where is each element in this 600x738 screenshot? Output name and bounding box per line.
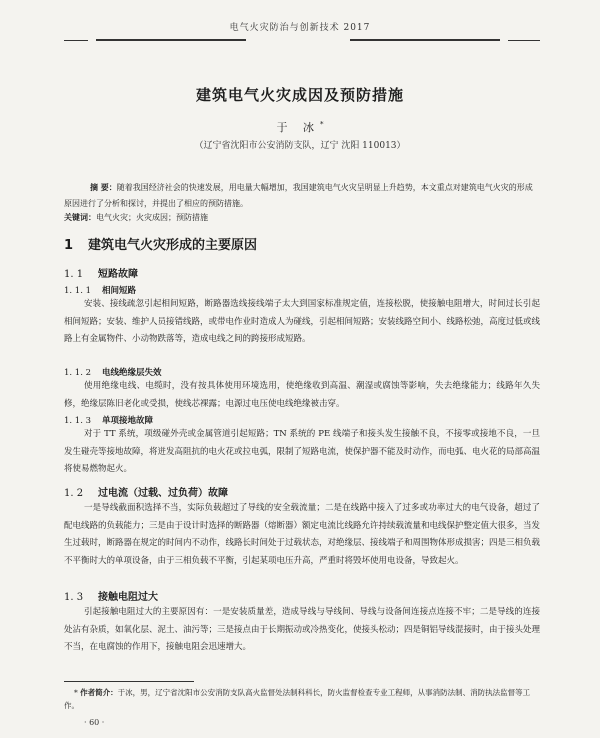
header-rule-left xyxy=(64,40,88,41)
keywords-label: 关键词： xyxy=(64,213,96,222)
abstract-label: 摘 要： xyxy=(90,183,117,192)
section-title: 单项接地故障 xyxy=(102,416,154,426)
paper-title: 建筑电气火灾成因及预防措施 xyxy=(195,86,404,104)
section-number: 1. 2 xyxy=(64,488,84,499)
abstract-text: 随着我国经济社会的快速发展，用电量大幅增加，我国建筑电气火灾呈明显上升趋势，本文重点对建筑电气火灾的形成原因进行了分析和探讨，并提出了相应的预防措施。 xyxy=(64,183,533,208)
section-title: 过电流（过载、过负荷）故障 xyxy=(98,488,228,499)
paragraph-1-1-1: 安装、接线疏忽引起相间短路，断路器选线接线端子太大到国家标准规定值，连接松脱，使接触电阻增大，时间过长引起相间短路；安装、维护人员接错线路，或带电作业时造成人为碰线，引起相间短路；安装线路空间小、线路松弛，高度过低或线路上有金属物件、小动物跌落等，造成电线之间的跨接形成短路。 xyxy=(64,299,541,344)
section-number: 1. 3 xyxy=(64,592,84,603)
section-number: 1. 1. 1 xyxy=(64,286,92,296)
keywords-text: 电气火灾；火灾成因；预防措施 xyxy=(96,213,208,222)
running-header: 电气火灾防治与创新技术 2017 xyxy=(229,23,371,33)
paragraph-1-1-3: 对于 TT 系统，项级碰外壳或金属管道引起短路；TN 系统的 PE 线端子和接头发生接触不良，不接零或接地不良，一旦发生碰壳等接地故障，将迸发高阻抗的电火花或拉电弧，限制了短路电流，使保护器不能及时动作，而电弧、电火花的局部高温将使易燃物起火。 xyxy=(64,429,541,474)
header-rule-right-thick xyxy=(350,39,500,41)
section-number: 1. 1 xyxy=(64,269,84,280)
section-1-3-heading xyxy=(64,588,158,603)
section-title: 接触电阻过大 xyxy=(98,592,158,603)
author-line xyxy=(0,119,600,135)
page-number: · 60 · xyxy=(84,718,105,727)
section-title: 电线绝缘层失效 xyxy=(102,368,162,378)
author-name: 于 冰 xyxy=(276,121,320,134)
section-title: 相间短路 xyxy=(102,286,137,296)
author-footnote-mark: * xyxy=(320,120,324,129)
section-title: 建筑电气火灾形成的主要原因 xyxy=(88,238,258,253)
footnote-text: 于冰，男，辽宁省沈阳市公安消防支队高火监督处法制科科长，防火监督检查专业工程师，从事消防法制、消防执法监督等工作。 xyxy=(64,688,531,710)
header-rule-left-thick xyxy=(96,39,246,41)
paragraph-1-2: 一是导线截面积选择不当，实际负载超过了导线的安全载流量；二是在线路中接入了过多或功率过大的电气设备，超过了配电线路的负载能力；三是由于设计时选择的断路器（熔断器）额定电流比线路允许持续载流量和电线保护整定值大很多，当发生过载时，断路器在规定的时间内不动作，线路长时间处于过载状态，对绝缘层、接线端子和周围物体形成损害；四是三相负载不平衡时大的单项设备，由于三相负载不平衡，引起某项电压升高，严重时将毁坏使用电设备，导致起火。 xyxy=(64,503,541,566)
footnote-mark: * xyxy=(74,688,78,697)
section-number: 1 xyxy=(64,238,74,253)
section-1-1-2-heading xyxy=(64,366,162,378)
header-rule-right xyxy=(508,40,540,41)
section-1-heading xyxy=(64,234,257,253)
footnote-label: 作者简介： xyxy=(80,688,118,697)
keywords xyxy=(64,212,540,223)
section-1-2-heading xyxy=(64,484,228,499)
section-1-1-heading xyxy=(64,265,138,280)
section-number: 1. 1. 2 xyxy=(64,368,92,378)
author-footnote xyxy=(64,686,540,712)
abstract xyxy=(64,180,540,212)
author-affiliation: （辽宁省沈阳市公安消防支队，辽宁 沈阳 110013） xyxy=(194,141,406,151)
section-number: 1. 1. 3 xyxy=(64,416,92,426)
section-1-1-1-heading xyxy=(64,284,136,296)
paragraph-1-1-2: 使用绝缘电线、电缆时，没有按具体使用环境选用，使绝缘收到高温、潮湿或腐蚀等影响，失去绝缘能力；线路年久失修，绝缘层陈旧老化或受损，使线芯裸露；电源过电压使电线绝缘被击穿。 xyxy=(64,381,540,409)
section-title: 短路故障 xyxy=(98,269,138,280)
section-1-1-3-heading xyxy=(64,414,153,426)
footnote-rule xyxy=(64,681,194,682)
paragraph-1-3: 引起接触电阻过大的主要原因有：一是安装质量差，造成导线与导线间、导线与设备间连接点连接不牢；二是导线的连接处沾有杂质，如氧化层、泥土、油污等；三是接点由于长期振动或冷热变化，使接头松动；四是铜铝导线混接时，由于接头处理不当，在电腐蚀的作用下，接触电阻会迅速增大。 xyxy=(64,607,541,652)
